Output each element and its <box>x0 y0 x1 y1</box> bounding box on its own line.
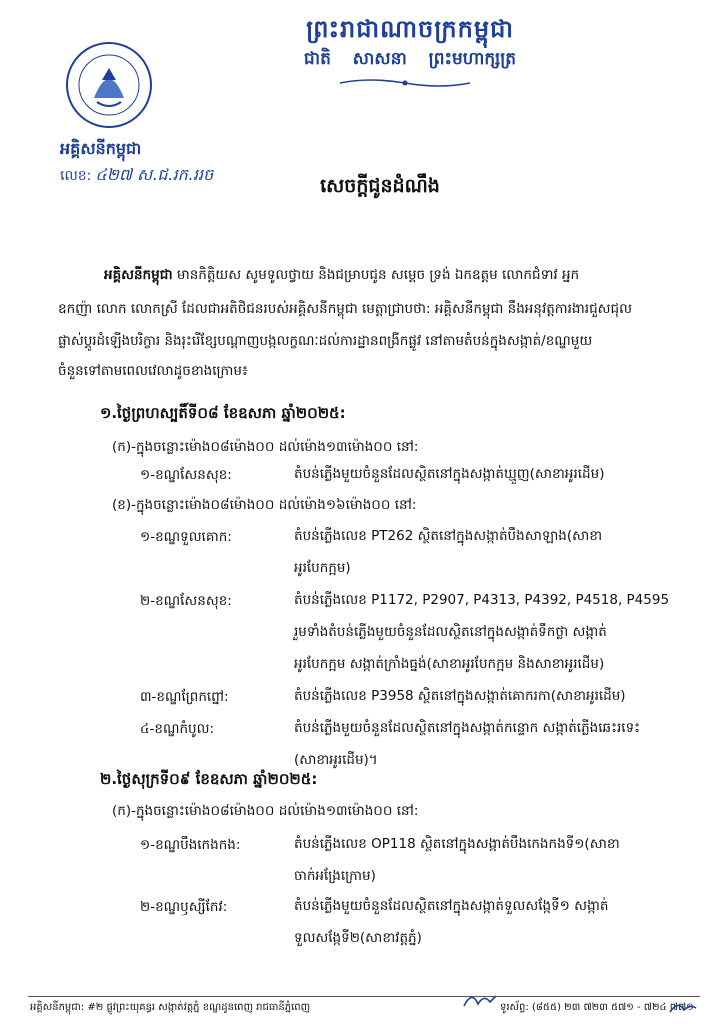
intro-line-1-text: មានកិត្តិយស សូមទូលថ្វាយ និងជម្រាបជូន សម្តេច ទ្រង់ ឯកឧត្តម លោកជំទាវ អ្នក <box>172 267 580 283</box>
area-line: រួមទាំងតំបន់ភ្លើងមួយចំនួនដែលស្ថិតនៅក្នុងសង្កាត់ទឹកថ្លា សង្កាត់ <box>294 624 607 640</box>
area-line: តំបន់ភ្លើងលេខ P1172, P2907, P4313, P4392, P4518, P4595 <box>294 592 670 608</box>
footer-address: អគ្គិសនីកម្ពុជា: #២ ផ្លូវព្រះយុគន្ធរ សង្កាត់វត្តភ្នំ ខណ្ឌដូនពេញ រាជធានីភ្នំពេញ <box>30 1002 311 1013</box>
area-line: តំបន់ភ្លើងលេខ PT262 ស្ថិតនៅក្នុងសង្កាត់បឹងសាឡាង(សាខា <box>294 528 603 544</box>
day-1-session-a: (ក)-ក្នុងចន្លោះម៉ោង០៨ម៉ោង០០ ដល់ម៉ោង១៣ម៉ោង០០ នៅ: <box>112 439 419 455</box>
reference-label: លេខ: <box>60 168 92 184</box>
intro-line-3: ផ្លាស់ប្តូរដំឡើងបរិក្ខារ និងរុះរើខ្សែបណ្តាញបង្កលក្ខណៈដល់ការដ្ឋានពង្រីកផ្លូវ នៅតាមតំបន់ក្នុងសង្កាត់/ខណ្ឌមួយ <box>58 333 593 349</box>
organization-name: អគ្គិសនីកម្ពុជា <box>60 139 142 158</box>
intro-line-4: ចំនួនទៅតាមពេលវេលាដូចខាងក្រោម៖ <box>58 363 248 379</box>
area-description <box>294 520 602 584</box>
footer-phone: ទូរស័ព្ទ: (៨៥៥) ២៣ ៧២៣ ៥៧១ - ៧២៤ ៧៧១ <box>500 1002 694 1013</box>
area-line: (សាខាអូរដើម)។ <box>294 752 378 768</box>
day-1-session-b: (ខ)-ក្នុងចន្លោះម៉ោង០៨ម៉ោង០០ ដល់ម៉ោង១៦ម៉ោង០០ នៅ: <box>112 497 417 513</box>
area-line: តំបន់ភ្លើងលេខ OP118 ស្ថិតនៅក្នុងសង្កាត់បឹងកេងកងទី១(សាខា <box>294 836 620 852</box>
district-label: ១-ខណ្ឌបឹងកេងកង: <box>140 837 241 853</box>
district-label: ២-ខណ្ឌឫស្សីកែវ: <box>140 899 228 915</box>
area-description <box>294 712 640 776</box>
day-1-heading: ១.ថ្ងៃព្រហស្បតិ៍ទី០៨ ខែឧសភា ឆ្នាំ២០២៥: <box>100 404 346 422</box>
intro-lead: អគ្គិសនីកម្ពុជា <box>104 267 173 283</box>
reference-number <box>60 164 213 188</box>
area-description <box>294 828 620 892</box>
day-2-heading: ២.ថ្ងៃសុក្រទី០៩ ខែឧសភា ឆ្នាំ២០២៥: <box>100 770 318 788</box>
intro-paragraph-cont <box>58 296 688 384</box>
district-label: ១-ខណ្ឌសែនសុខ: <box>140 467 232 483</box>
area-line: អូរបែកក្អម សង្កាត់ក្រាំងធ្នង់(សាខាអូរបែកក្អម និងសាខាអូរដើម) <box>294 656 605 672</box>
area-description <box>294 680 626 712</box>
area-description <box>294 458 604 490</box>
district-label: ៣-ខណ្ឌព្រែកព្នៅ: <box>140 689 229 705</box>
district-label: ១-ខណ្ឌទួលគោក: <box>140 529 232 545</box>
reference-value: ៤២៧ ស.ជ.រក.ររច <box>95 165 214 184</box>
district-label: ២-ខណ្ឌសែនសុខ: <box>140 593 232 609</box>
area-description <box>294 890 608 954</box>
area-line: ទួលសង្កែទី២(សាខាវត្តភ្នំ) <box>294 930 422 946</box>
district-label: ៤-ខណ្ឌកំបូល: <box>140 721 215 737</box>
intro-line-1 <box>104 262 682 288</box>
edc-logo-icon <box>64 40 154 130</box>
ornament-divider-icon <box>330 76 480 90</box>
area-line: តំបន់ភ្លើងមួយចំនួនដែលស្ថិតនៅក្នុងសង្កាត់ឃ្មួញ(សាខាអូរដើម) <box>294 466 605 482</box>
area-line: តំបន់ភ្លើងមួយចំនួនដែលស្ថិតនៅក្នុងសង្កាត់កន្ទោក សង្កាត់ភ្លើងឆេះរទេះ <box>294 720 641 736</box>
day-2-session-a: (ក)-ក្នុងចន្លោះម៉ោង០៨ម៉ោង០០ ដល់ម៉ោង១៣ម៉ោង០០ នៅ: <box>112 803 419 819</box>
intro-line-2: ឧកញ៉ា លោក លោកស្រី ដែលជាអតិថិជនរបស់អគ្គិសនីកម្ពុជា មេត្តាជ្រាបថា: អគ្គិសនីកម្ពុជា នឹងអនុវត្តការងារជួសជុល <box>58 301 632 317</box>
signature-mark-icon <box>460 988 500 1012</box>
national-motto: ជាតិ សាសនា ព្រះមហាក្សត្រ <box>303 49 517 69</box>
kingdom-heading: ព្រះរាជាណាចក្រកម្ពុជា <box>306 14 514 43</box>
footer-divider <box>28 996 700 997</box>
area-line: តំបន់ភ្លើងមួយចំនួនដែលស្ថិតនៅក្នុងសង្កាត់ទួលសង្កែទី១ សង្កាត់ <box>294 898 609 914</box>
intro-paragraph <box>104 262 682 288</box>
area-line: អូរបែកក្អម) <box>294 560 351 576</box>
document-title: សេចក្តីជូនដំណឹង <box>320 175 440 197</box>
area-line: ចាក់អង្រែក្រោម) <box>294 868 376 884</box>
area-line: តំបន់ភ្លើងលេខ P3958 ស្ថិតនៅក្នុងសង្កាត់គោករកា(សាខាអូរដើម) <box>294 688 626 704</box>
area-description <box>294 584 669 680</box>
signature-mark-icon <box>668 996 708 1020</box>
